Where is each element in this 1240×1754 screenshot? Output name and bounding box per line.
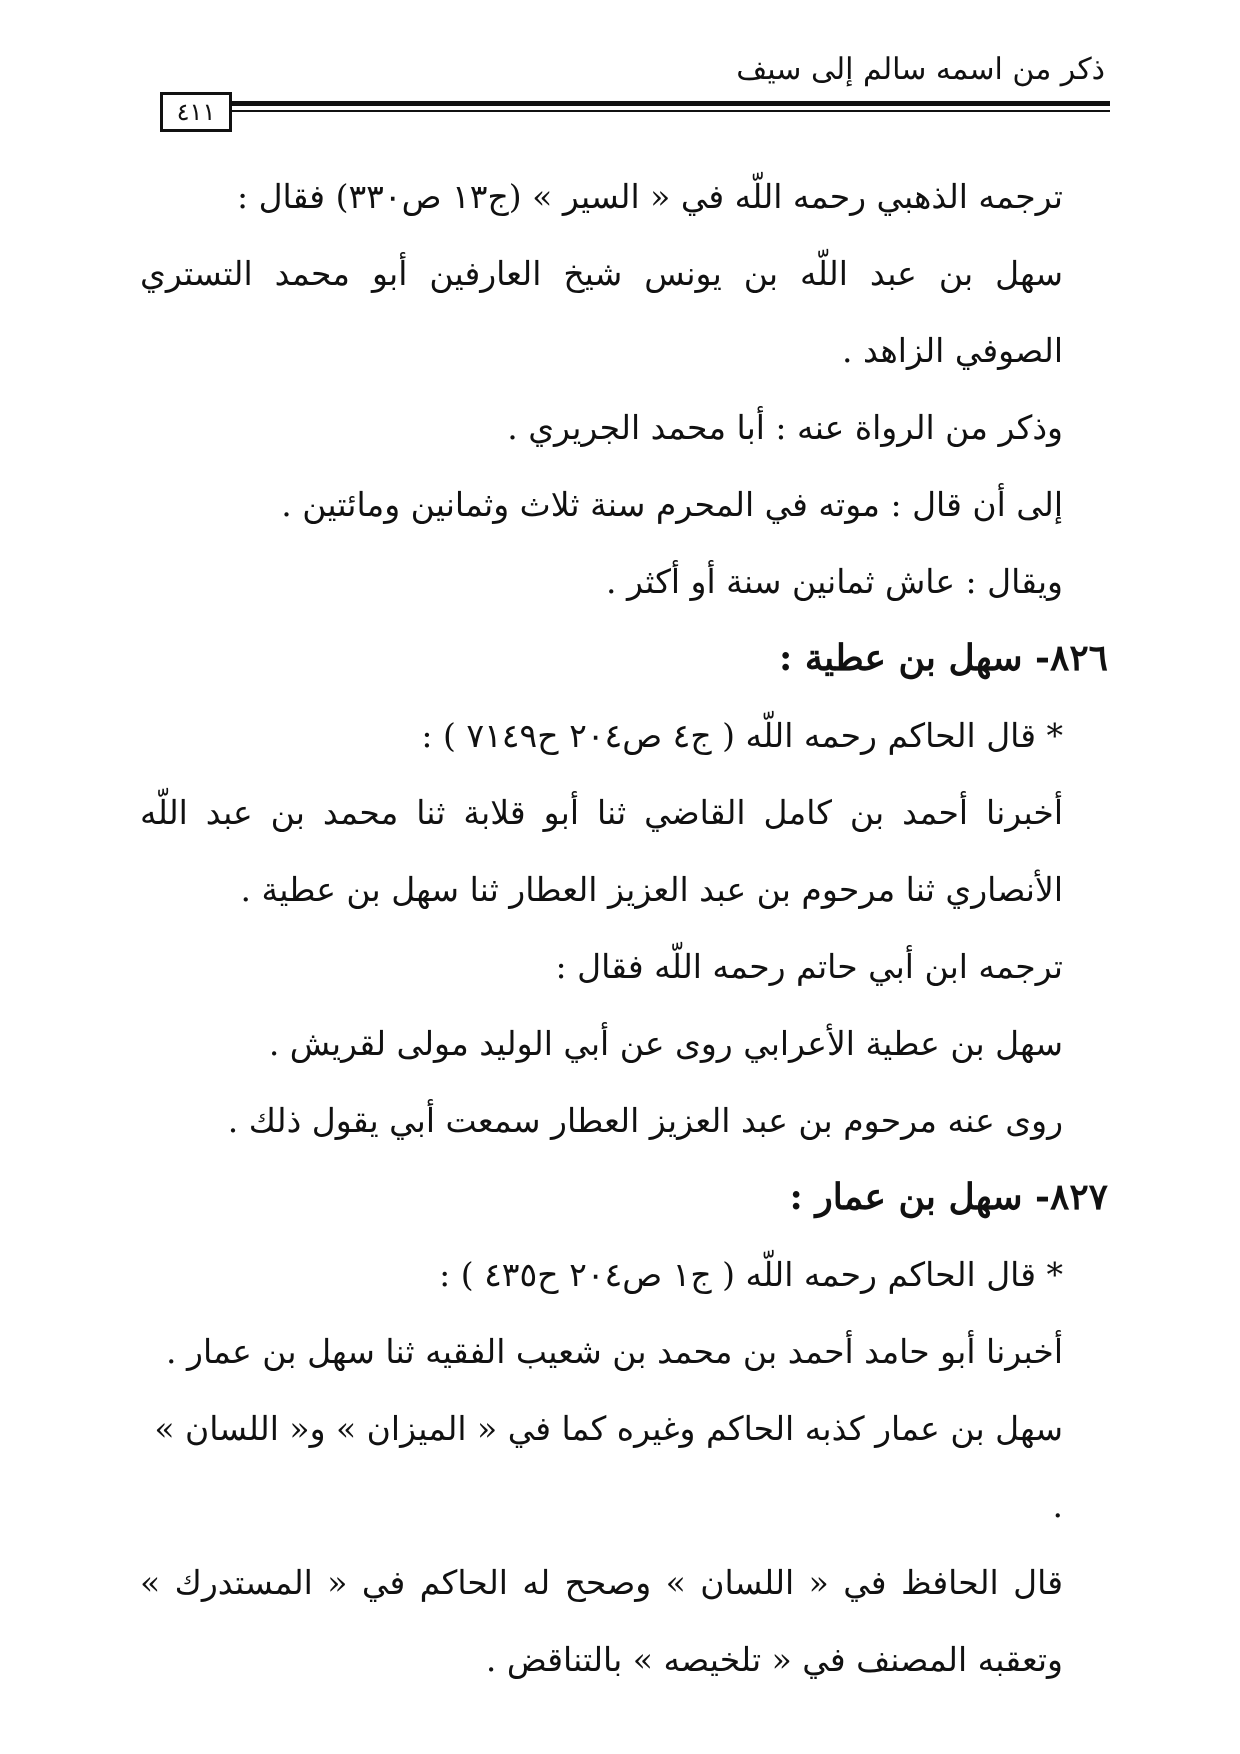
paragraph: * قال الحاكم رحمه اللّه ( ج٤ ص٢٠٤ ح٧١٤٩ ) : (421, 716, 1063, 755)
paragraph: إلى أن قال : موته في المحرم سنة ثلاث وثمانين ومائتين . (281, 485, 1063, 524)
paragraph: سهل بن عطية الأعرابي روى عن أبي الوليد مولى لقريش . (268, 1024, 1063, 1063)
header-rule-thin (232, 110, 1110, 112)
page-number: ٤١١ (160, 92, 232, 132)
header-rule (232, 101, 1110, 106)
entry-heading: ٨٢٦- سهل بن عطية : (779, 637, 1108, 679)
paragraph: وذكر من الرواة عنه : أبا محمد الجريري . (507, 408, 1063, 447)
paragraph: أخبرنا أحمد بن كامل القاضي ثنا أبو قلابة ثنا محمد بن عبد اللّه الأنصاري ثنا مرحوم بن عبد العزيز العطار ثنا سهل بن عطية . (140, 793, 1063, 909)
paragraph: سهل بن عبد اللّه بن يونس شيخ العارفين أبو محمد التستري الصوفي الزاهد . (140, 254, 1063, 370)
paragraph: سهل بن عمار كذبه الحاكم وغيره كما في « الميزان » و« اللسان » . (154, 1409, 1063, 1525)
paragraph: قال الحافظ في « اللسان » وصحح له الحاكم في « المستدرك » وتعقبه المصنف في « تلخيصه » بالتناقض . (140, 1563, 1063, 1679)
paragraph: * قال الحاكم رحمه اللّه ( ج١ ص٢٠٤ ح٤٣٥ ) : (439, 1255, 1063, 1294)
page-body (140, 158, 1108, 1698)
paragraph: ترجمه ابن أبي حاتم رحمه اللّه فقال : (555, 947, 1063, 986)
running-title: ذكر من اسمه سالم إلى سيف (736, 52, 1105, 87)
paragraph: روى عنه مرحوم بن عبد العزيز العطار سمعت أبي يقول ذلك . (227, 1101, 1063, 1140)
paragraph: ويقال : عاش ثمانين سنة أو أكثر . (606, 562, 1063, 601)
entry-heading: ٨٢٧- سهل بن عمار : (789, 1176, 1108, 1218)
paragraph: أخبرنا أبو حامد أحمد بن محمد بن شعيب الفقيه ثنا سهل بن عمار . (166, 1332, 1063, 1371)
paragraph: ترجمه الذهبي رحمه اللّه في « السير » (ج١٣ ص٣٣٠) فقال : (236, 177, 1063, 216)
